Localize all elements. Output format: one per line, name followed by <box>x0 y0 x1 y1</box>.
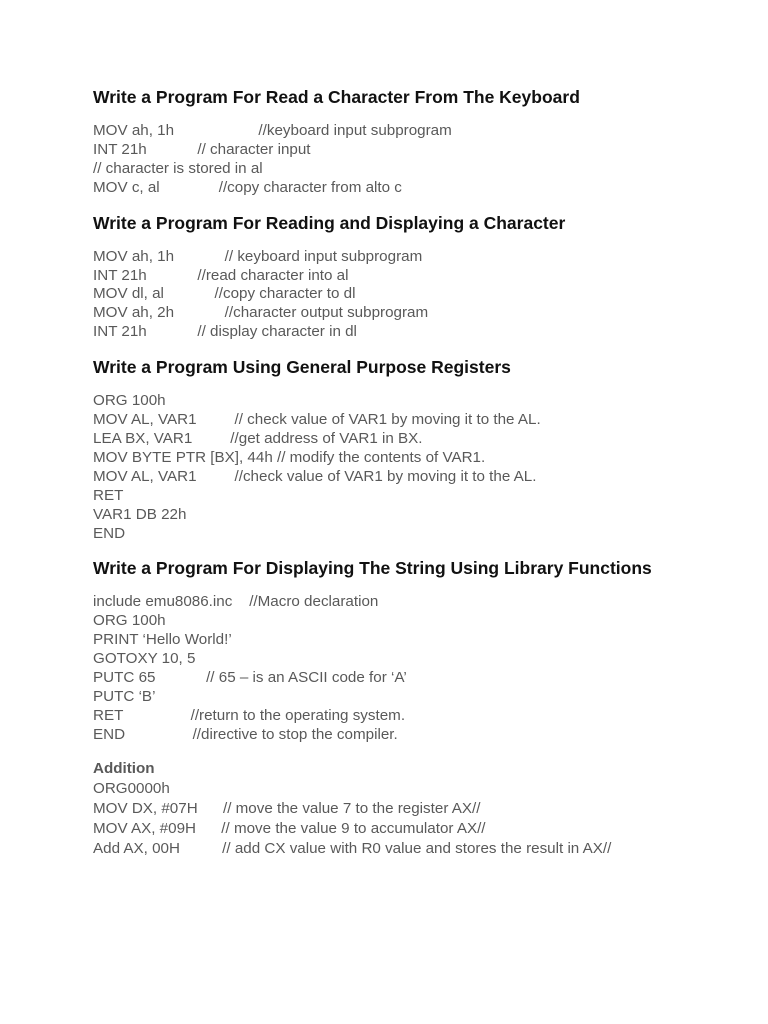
code-line: END //directive to stop the compiler. <box>93 725 398 743</box>
code-line: // character is stored in al <box>93 159 263 177</box>
code-block <box>93 392 668 543</box>
code-block <box>93 593 668 744</box>
code-line: END <box>93 524 126 542</box>
code-line: MOV DX, #07H // move the value 7 to the register AX// <box>93 799 481 817</box>
section-heading: Write a Program For Displaying The String Using Library Functions <box>93 558 652 579</box>
code-block <box>93 248 668 343</box>
addition-heading: Addition <box>93 759 155 777</box>
code-line: VAR1 DB 22h <box>93 505 187 523</box>
code-block <box>93 122 668 198</box>
code-line: INT 21h // display character in dl <box>93 323 357 341</box>
code-line: PRINT ‘Hello World!’ <box>93 631 232 649</box>
code-line: MOV AX, #09H // move the value 9 to accumulator AX// <box>93 819 486 837</box>
code-line: MOV ah, 1h // keyboard input subprogram <box>93 247 423 265</box>
code-line: MOV AL, VAR1 //check value of VAR1 by moving it to the AL. <box>93 467 537 485</box>
section-heading: Write a Program For Read a Character From The Keyboard <box>93 87 580 107</box>
code-line: Add AX, 00H // add CX value with R0 value and stores the result in AX// <box>93 839 612 857</box>
code-line: MOV BYTE PTR [BX], 44h // modify the contents of VAR1. <box>93 448 486 466</box>
code-line: ORG 100h <box>93 612 166 630</box>
code-line: MOV ah, 1h //keyboard input subprogram <box>93 122 452 139</box>
section-addition <box>93 759 668 859</box>
document-page <box>93 86 668 873</box>
code-line: PUTC ‘B’ <box>93 687 156 705</box>
code-line: MOV dl, al //copy character to dl <box>93 285 356 303</box>
code-line: LEA BX, VAR1 //get address of VAR1 in BX. <box>93 429 423 447</box>
code-line: MOV c, al //copy character from alto c <box>93 178 402 196</box>
code-line: PUTC 65 // 65 – is an ASCII code for ‘A’ <box>93 669 407 687</box>
code-line: RET <box>93 486 124 504</box>
code-line: MOV ah, 2h //character output subprogram <box>93 304 429 322</box>
section-general-purpose-registers <box>93 356 668 543</box>
code-line: ORG0000h <box>93 779 170 797</box>
section-heading: Write a Program For Reading and Displaying a Character <box>93 212 566 233</box>
section-heading: Write a Program Using General Purpose Registers <box>93 357 511 378</box>
code-line: GOTOXY 10, 5 <box>93 650 196 668</box>
code-line: ORG 100h <box>93 392 166 410</box>
code-line: INT 21h //read character into al <box>93 266 349 284</box>
section-read-display-character <box>93 212 668 343</box>
code-line: RET //return to the operating system. <box>93 706 406 724</box>
code-block <box>93 779 668 859</box>
code-line: MOV AL, VAR1 // check value of VAR1 by moving it to the AL. <box>93 411 541 429</box>
code-line: include emu8086.inc //Macro declaration <box>93 593 379 611</box>
code-line: INT 21h // character input <box>93 140 311 158</box>
section-read-character <box>93 86 668 198</box>
section-library-functions <box>93 557 668 744</box>
